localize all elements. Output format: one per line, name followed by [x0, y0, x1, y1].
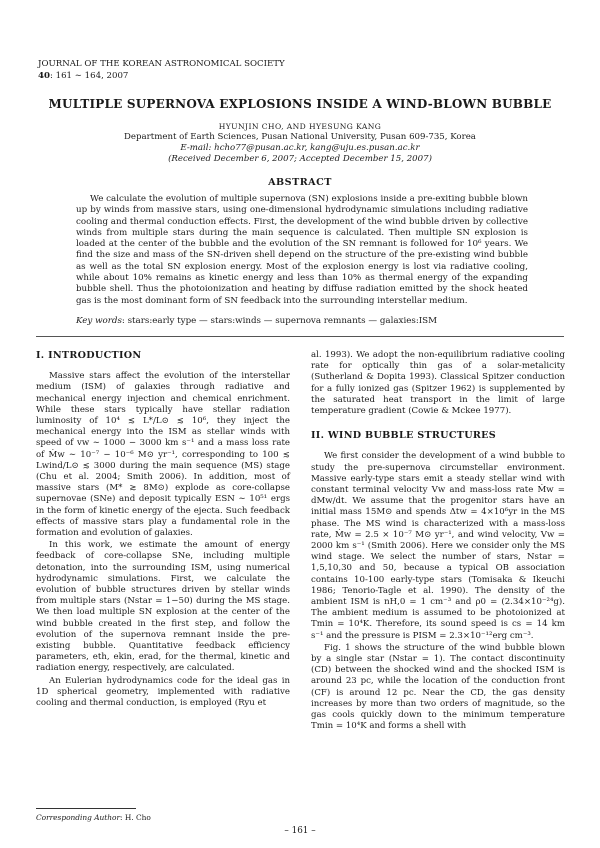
abstract-text: We calculate the evolution of multiple supernova (SN) explosions inside a pre-exiting bubble blown up by winds from massive stars, using one-dimensional hydrodynamic simulations including radiative cooling and thermal conduction effects. First, the development of the wind bubble driven by collective winds from multiple stars during the main sequence is calculated. Then multiple SN explosion is loaded at the center of the bubble and the evolution of the SN remnant is followed for 10⁶ years. We find the size and mass of the SN-driven shell depend on the structure of the pre-existing wind bubble as well as the total SN explosion energy. Most of the explosion energy is lost via radiative cooling, while about 10% remains as kinetic energy and less than 10% as thermal energy of the expanding bubble shell. Thus the photoionization and heating by diffuse radiation emitted by the shock heated gas is the most dominant form of SN feedback into the surrounding interstellar medium.	[76, 194, 528, 306]
journal-pages: : 161 ∼ 164, 2007	[49, 71, 129, 81]
footnote	[36, 813, 151, 822]
left-column	[36, 350, 290, 710]
paragraph: Fig. 1 shows the structure of the wind bubble blown by a single star (Nstar = 1). The contact discontinuity (CD) between the shocked wind and the shocked ISM is around 23 pc, while the location of the conduction front (CF) is around 12 pc. Near the CD, the gas density increases by more than two orders of magnitude, so the gas cools quickly down to the minimum temperature Tmin = 10⁴K and forms a shell with	[311, 642, 565, 732]
email-line: E-mail: hcho77@pusan.ac.kr, kang@uju.es.pusan.ac.kr	[180, 143, 420, 153]
footnote-rule	[36, 808, 136, 809]
journal-header	[38, 58, 285, 82]
paragraph: An Eulerian hydrodynamics code for the ideal gas in 1D spherical geometry, implemented with radiative cooling and thermal conduction, is employed (Ryu et	[36, 675, 290, 709]
footnote-label: Corresponding Author	[36, 813, 121, 822]
paper-authors: HYUNJIN CHO, AND HYESUNG KANG	[218, 122, 382, 131]
affiliation-block	[0, 132, 600, 165]
journal-name: JOURNAL OF THE KOREAN ASTRONOMICAL SOCIETY	[38, 59, 285, 69]
keywords-text: : stars:early type — stars:winds — supernova remnants — galaxies:ISM	[121, 316, 438, 326]
keywords	[76, 316, 528, 326]
journal-volume: 40	[38, 71, 50, 81]
right-column	[311, 350, 565, 734]
keywords-label: Key words	[76, 316, 122, 326]
abstract-heading: ABSTRACT	[268, 177, 332, 188]
page-number: – 161 –	[284, 826, 316, 836]
paragraph: In this work, we estimate the amount of energy feedback of core-collapse SNe, including multiple detonation, into the surrounding ISM, using numerical hydrodynamic simulations. First, we calculate the evolution of bubble structures driven by stellar winds from multiple stars (Nstar = 1−50) during the MS stage. We then load multiple SN explosion at the center of the wind bubble created in the first step, and follow the evolution of the supernova remnant inside the pre-existing bubble. Quantitative feedback efficiency parameters, eth, ekin, erad, for the thermal, kinetic and radiation energy, respectively, are calculated.	[36, 540, 290, 674]
paper-title: MULTIPLE SUPERNOVA EXPLOSIONS INSIDE A WIND-BLOWN BUBBLE	[48, 97, 552, 111]
paragraph: al. 1993). We adopt the non-equilibrium radiative cooling rate for optically thin gas of a solar-metalicity (Sutherland & Dopita 1993). Classical Spitzer conduction for a fully ionized gas (Spitzer 1962) is supplemented by the saturated heat transport in the limit of large temperature gradient (Cowie & Mckee 1977).	[311, 350, 565, 417]
received-dates: (Received December 6, 2007; Accepted December 15, 2007)	[168, 154, 432, 164]
affiliation: Department of Earth Sciences, Pusan National University, Pusan 609-735, Korea	[124, 132, 476, 142]
section-heading-wind-bubble: II. WIND BUBBLE STRUCTURES	[311, 430, 496, 442]
paragraph: We first consider the development of a wind bubble to study the pre-supernova circumstellar environment. Massive early-type stars emit a steady stellar wind with constant terminal velocity Vw and mass-loss rate Ṁw = dMw/dt. We assume that the progenitor stars have an initial mass 15M⊙ and spends Δtw = 4×10⁶yr in the MS phase. The MS wind is characterized with a mass-loss rate, Ṁw = 2.5 × 10⁻⁷ M⊙ yr⁻¹, and wind velocity, Vw = 2000 km s⁻¹ (Smith 2006). Here we consider only the MS wind stage. We select the number of stars, Nstar = 1,5,10,30 and 50, because a typical OB association contains 10-100 early-type stars (Tomisaka & Ikeuchi 1986; Tenorio-Tagle et al. 1990). The density of the ambient ISM is nH,0 = 1 cm⁻³ and ρ0 = (2.34×10⁻²⁴g). The ambient medium is assumed to be photoionized at Tmin = 10⁴K. Therefore, its sound speed is cs = 14 km s⁻¹ and the pressure is PISM = 2.3×10⁻¹²erg cm⁻³.	[311, 451, 565, 641]
footnote-text: : H. Cho	[120, 813, 151, 822]
section-divider	[36, 336, 564, 337]
paragraph: Massive stars affect the evolution of the interstellar medium (ISM) of galaxies through radiative and mechanical energy injection and chemical enrichment. While these stars typically have stellar radiation luminosity of 10⁴ ≲ L*/L⊙ ≲ 10⁶, they inject the mechanical energy into the ISM as stellar winds with speed of vw ∼ 1000 − 3000 km s⁻¹ and a mass loss rate of Ṁw ∼ 10⁻⁷ − 10⁻⁶ M⊙ yr⁻¹, corresponding to 100 ≲ Lwind/L⊙ ≲ 3000 during the main sequence (MS) stage (Chu et al. 2004; Smith 2006). In addition, most of massive stars (M* ≳ 8M⊙) explode as core-collapse supernovae (SNe) and deposit typically ESN ∼ 10⁵¹ ergs in the form of kinetic energy of the ejecta. Such feedback effects of massive stars play a fundamental role in the formation and evolution of galaxies.	[36, 371, 290, 539]
section-heading-introduction: I. INTRODUCTION	[36, 350, 142, 361]
journal-volume-line	[38, 70, 285, 82]
